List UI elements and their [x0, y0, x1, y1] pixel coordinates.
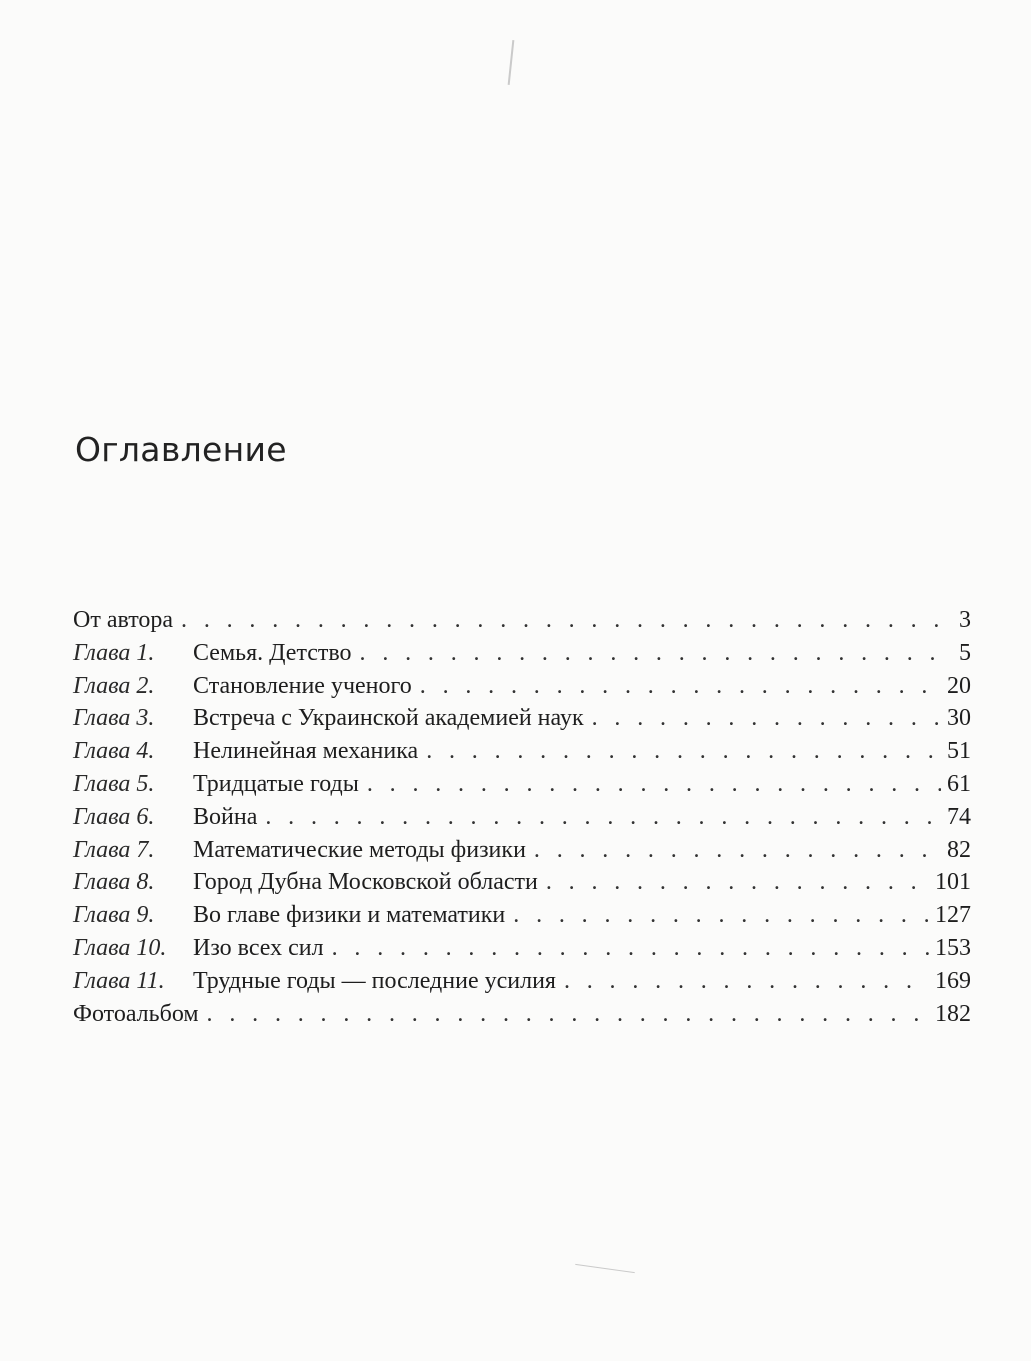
chapter-label: Глава 6.: [73, 803, 155, 830]
toc-entry-preface[interactable]: [73, 604, 971, 637]
chapter-label: Глава 3.: [73, 705, 155, 732]
toc-page-number: 74: [947, 803, 971, 830]
dot-leader: [546, 866, 929, 899]
toc-entry-chapter-9[interactable]: [73, 899, 971, 932]
toc-entry-title: Изо всех сил: [193, 934, 324, 961]
toc-entry-title: Становление ученого: [193, 672, 412, 699]
toc-page-number: 82: [947, 836, 971, 863]
toc-entry-chapter-11[interactable]: [73, 965, 971, 998]
toc-entry-title: От автора: [73, 607, 174, 633]
toc-page-number: 3: [959, 607, 971, 633]
toc-entry-title: Нелинейная механика: [193, 738, 419, 765]
dot-leader: [360, 637, 945, 670]
toc-page-number: 5: [959, 639, 971, 666]
paper-mark: [508, 40, 515, 85]
chapter-label: Глава 10.: [73, 934, 167, 961]
dot-leader: [332, 932, 929, 965]
chapter-label: Глава 5.: [73, 770, 155, 797]
chapter-label: Глава 4.: [73, 738, 155, 765]
toc-page-number: 61: [947, 770, 971, 797]
toc-entry-photo-album[interactable]: [73, 998, 971, 1031]
dot-leader: [265, 801, 941, 834]
chapter-label: Глава 1.: [73, 639, 155, 666]
dot-leader: [420, 670, 941, 703]
toc-entry-chapter-3[interactable]: [73, 702, 971, 735]
dot-leader: [513, 899, 929, 932]
toc-entry-title: Трудные годы — последние усилия: [193, 967, 556, 994]
dot-leader: [426, 735, 941, 768]
chapter-label: Глава 8.: [73, 869, 155, 896]
toc-entry-chapter-4[interactable]: [73, 735, 971, 768]
toc-entry-title: Фотоальбом: [73, 1000, 199, 1027]
toc-page-number: 51: [947, 738, 971, 765]
dot-leader: [534, 834, 941, 867]
dot-leader: [181, 604, 945, 637]
toc-page-number: 30: [947, 705, 971, 732]
toc-page-number: 169: [935, 967, 971, 994]
table-of-contents: [73, 604, 971, 1030]
toc-entry-title: Война: [193, 803, 258, 830]
paper-mark: [575, 1264, 635, 1273]
toc-entry-title: Встреча с Украинской академией наук: [193, 705, 584, 732]
toc-page-number: 182: [935, 1000, 971, 1027]
toc-entry-title: Во главе физики и математики: [193, 902, 506, 929]
toc-entry-chapter-1[interactable]: [73, 637, 971, 670]
dot-leader: [592, 702, 941, 735]
toc-page-number: 153: [935, 934, 971, 961]
dot-leader: [564, 965, 929, 998]
toc-entry-chapter-10[interactable]: [73, 932, 971, 965]
chapter-label: Глава 9.: [73, 902, 155, 929]
page-title: Оглавление: [75, 430, 287, 469]
toc-entry-title: Семья. Детство: [193, 639, 352, 666]
toc-entry-chapter-6[interactable]: [73, 801, 971, 834]
toc-page-number: 20: [947, 672, 971, 699]
toc-entry-title: Тридцатые годы: [193, 770, 359, 797]
toc-page-number: 127: [935, 902, 971, 929]
toc-entry-title: Город Дубна Московской области: [193, 869, 538, 896]
toc-entry-chapter-2[interactable]: [73, 670, 971, 703]
chapter-label: Глава 7.: [73, 836, 155, 863]
toc-page-number: 101: [935, 869, 971, 896]
chapter-label: Глава 2.: [73, 672, 155, 699]
toc-entry-title: Математические методы физики: [193, 836, 526, 863]
toc-entry-chapter-5[interactable]: [73, 768, 971, 801]
toc-entry-chapter-7[interactable]: [73, 834, 971, 867]
toc-entry-chapter-8[interactable]: [73, 866, 971, 899]
dot-leader: [367, 768, 941, 801]
dot-leader: [207, 998, 929, 1031]
chapter-label: Глава 11.: [73, 967, 165, 994]
